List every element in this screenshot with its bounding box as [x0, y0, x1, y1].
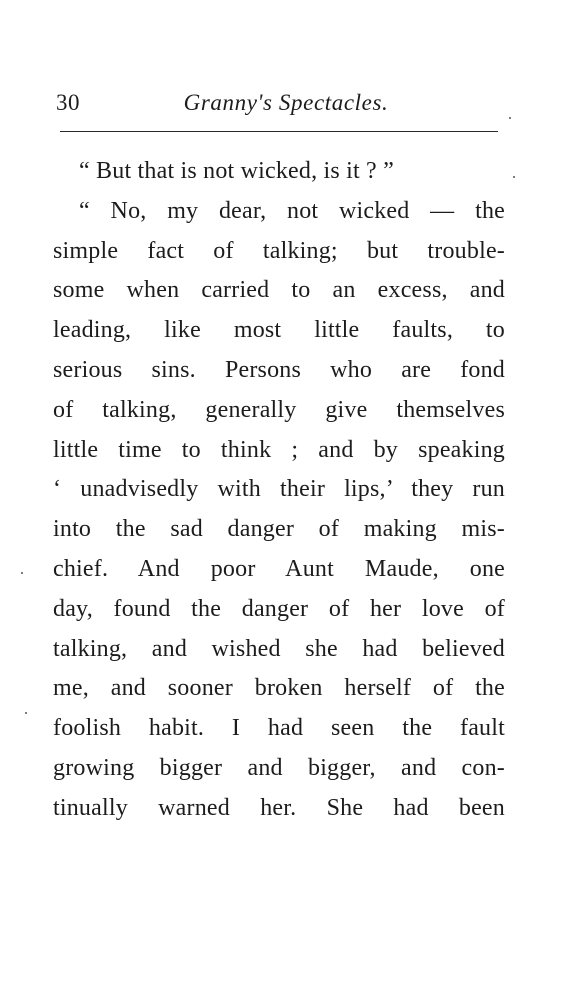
text-line: into the sad danger of making mis-: [53, 516, 505, 543]
text-line: “ No, my dear, not wicked — the: [79, 197, 505, 224]
text-line: me, and sooner broken herself of the: [53, 675, 505, 702]
text-line: chief. And poor Aunt Maude, one: [53, 555, 505, 582]
text-line: day, found the danger of her love of: [53, 595, 505, 622]
paper-speck: [509, 117, 511, 119]
text-line: ‘ unadvisedly with their lips,’ they run: [53, 476, 505, 503]
page-number: 30: [56, 90, 80, 115]
text-line: foolish habit. I had seen the fault: [53, 715, 505, 742]
text-line: simple fact of talking; but trouble-: [53, 237, 505, 264]
paper-speck: [21, 572, 23, 574]
text-line: talking, and wished she had believed: [53, 635, 505, 662]
text-line: “ But that is not wicked, is it ? ”: [79, 158, 394, 184]
text-line: of talking, generally give themselves: [53, 396, 505, 423]
text-line: some when carried to an excess, and: [53, 277, 505, 304]
text-line: serious sins. Persons who are fond: [53, 356, 505, 383]
body-text: [53, 152, 505, 829]
text-line: leading, like most little faults, to: [53, 317, 505, 344]
paper-speck: [25, 712, 27, 714]
text-line: growing bigger and bigger, and con-: [53, 754, 505, 781]
text-line: tinually warned her. She had been: [53, 794, 505, 821]
running-head-title: Granny's Spectacles.: [183, 90, 389, 115]
paper-speck: [513, 176, 515, 178]
header-rule: [60, 131, 498, 132]
text-line: little time to think ; and by speaking: [53, 436, 505, 463]
